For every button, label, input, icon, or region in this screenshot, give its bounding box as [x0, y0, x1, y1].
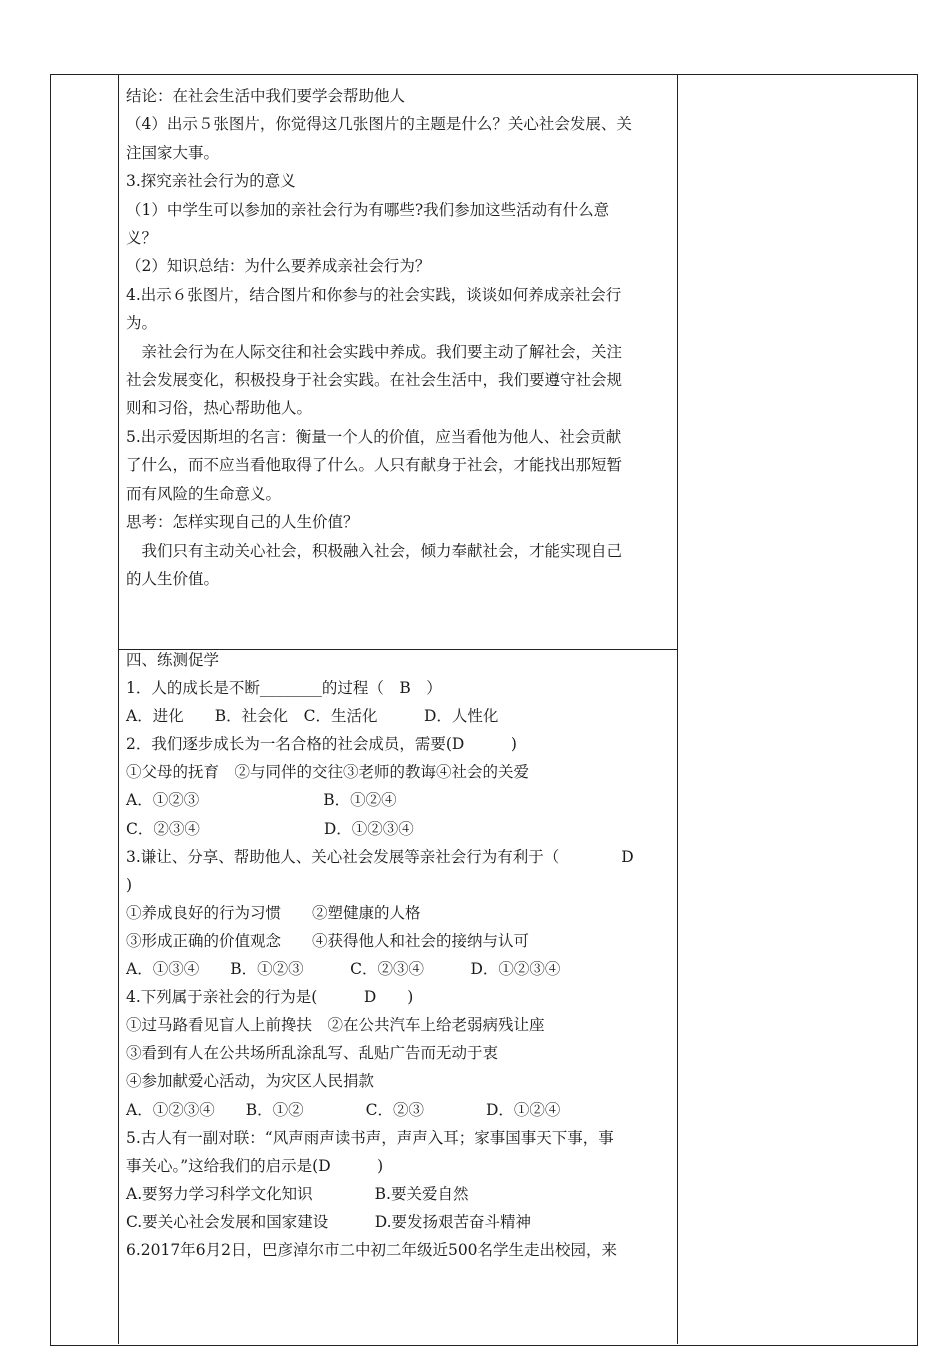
option-line: ①养成良好的行为习惯 ②塑健康的人格	[126, 903, 421, 922]
text-line: 4.出示６张图片，结合图片和你参与的社会实践，谈谈如何养成亲社会行	[126, 285, 622, 304]
option-line: A．①③④ B．①②③ C．②③④ D．①②③④	[126, 960, 561, 979]
text-line: 而有风险的生命意义。	[126, 484, 282, 503]
text-line: 我们只有主动关心社会，积极融入社会，倾力奉献社会，才能实现自己	[126, 541, 623, 560]
option-line: C．②③④ D．①②③④	[126, 819, 414, 838]
question-line: 5.古人有一副对联：“风声雨声读书声，声声入耳；家事国事天下事，事	[126, 1128, 614, 1147]
text-line: （1）中学生可以参加的亲社会行为有哪些?我们参加这些活动有什么意	[126, 200, 610, 219]
text-line: （2）知识总结：为什么要养成亲社会行为？	[126, 257, 431, 276]
text-line: 义？	[126, 229, 158, 248]
text-line: 社会发展变化，积极投身于社会实践。在社会生活中，我们要遵守社会规	[126, 371, 623, 390]
option-line: A．①②③ B．①②④	[126, 791, 397, 810]
option-line: ③看到有人在公共场所乱涂乱写、乱贴广告而无动于衷	[126, 1044, 499, 1063]
question-line: 1．人的成长是不断________的过程（ B ）	[126, 679, 442, 698]
text-line: 5.出示爱因斯坦的名言：衡量一个人的价值，应当看他为他人、社会贡献	[126, 427, 622, 446]
question-line: 3.谦让、分享、帮助他人、关心社会发展等亲社会行为有利于（ D	[126, 847, 634, 866]
option-line: ①过马路看见盲人上前搀扶 ②在公共汽车上给老弱病残让座	[126, 1016, 545, 1035]
teaching-process-cell	[126, 82, 671, 593]
question-line: 事关心。”这给我们的启示是(D )	[126, 1156, 384, 1175]
column-divider-left	[118, 74, 119, 1344]
option-line: C.要关心社会发展和国家建设 D.要发扬艰苦奋斗精神	[126, 1212, 532, 1231]
text-line: 了什么，而不应当看他取得了什么。人只有献身于社会，才能找出那短暂	[126, 456, 623, 475]
text-line: （4）出示５张图片，你觉得这几张图片的主题是什么？关心社会发展、关	[126, 115, 632, 134]
option-line: ①父母的抚育 ②与同伴的交往③老师的教诲④社会的关爱	[126, 763, 530, 782]
question-line: 4.下列属于亲社会的行为是( D )	[126, 988, 414, 1007]
option-line: ④参加献爱心活动，为灾区人民捐款	[126, 1072, 375, 1091]
text-line: 结论：在社会生活中我们要学会帮助他人	[126, 87, 406, 105]
question-line: 6.2017年6月2日，巴彦淖尔市二中初二年级近500名学生走出校园，来	[126, 1240, 618, 1259]
text-line: 亲社会行为在人际交往和社会实践中养成。我们要主动了解社会，关注	[126, 342, 623, 361]
option-line: A．进化 B．社会化 C．生活化 D．人性化	[126, 707, 499, 726]
text-line: 为。	[126, 314, 158, 333]
option-line: A．①②③④ B．①② C．②③ D．①②④	[126, 1100, 561, 1119]
text-line: 则和习俗，热心帮助他人。	[126, 399, 313, 418]
question-line: 2．我们逐步成长为一名合格的社会成员，需要(D )	[126, 735, 517, 754]
column-divider-right	[677, 74, 678, 1344]
option-line: ③形成正确的价值观念 ④获得他人和社会的接纳与认可	[126, 931, 530, 950]
text-line: 思考：怎样实现自己的人生价值？	[126, 513, 359, 532]
text-line: 3.探究亲社会行为的意义	[126, 172, 296, 191]
option-line: A.要努力学习科学文化知识 B.要关爱自然	[126, 1184, 469, 1203]
question-line: )	[126, 875, 133, 894]
text-line: 的人生价值。	[126, 569, 220, 588]
section-heading: 四、练测促学	[126, 651, 220, 669]
exercises-cell	[126, 646, 671, 1264]
text-line: 注国家大事。	[126, 143, 220, 162]
